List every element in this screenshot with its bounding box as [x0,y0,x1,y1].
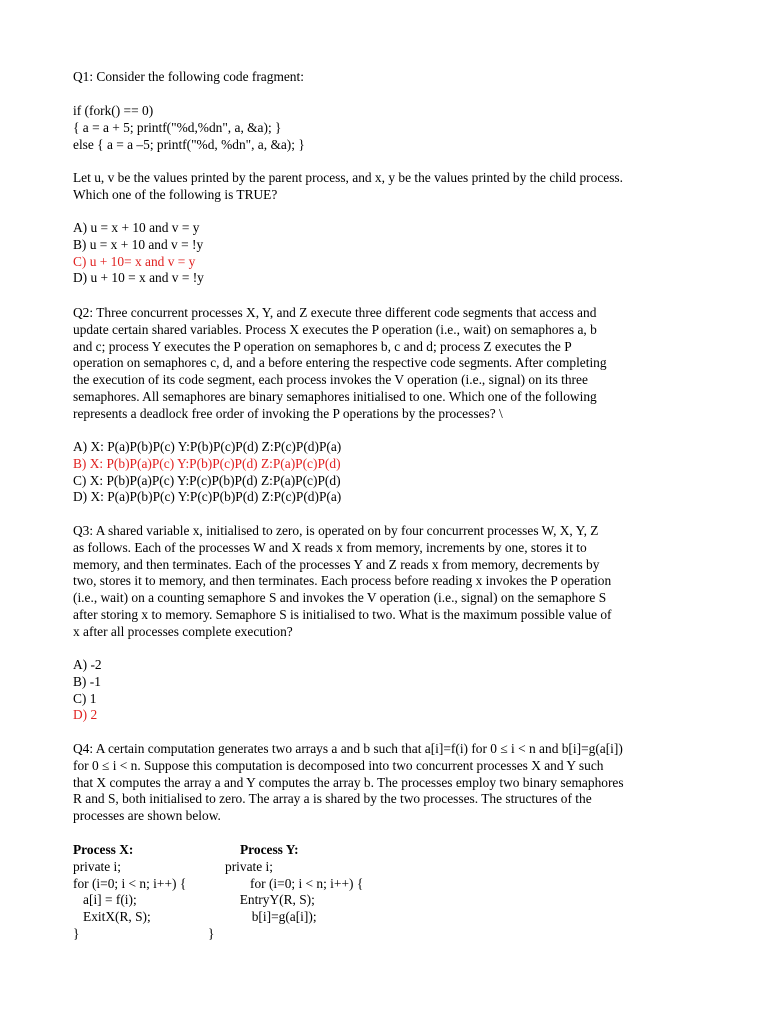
process-x-block [73,842,186,943]
q3-options [73,657,695,724]
q3-text-line: Q3: A shared variable x, initialised to zero, is operated on by four concurrent processes W, X, Y, Z [73,523,599,538]
q1-code-line: { a = a + 5; printf("%d,%dn", a, &a); } [73,119,282,135]
process-x-title: Process X: [73,842,134,857]
q2-option-a: A) X: P(a)P(b)P(c) Y:P(b)P(c)P(d) Z:P(c)P(d)P(a) [73,439,342,454]
q3-text-line: memory, and then terminates. Each of the processes Y and Z reads x from memory, decrements by [73,556,600,572]
q1-option-b: B) u = x + 10 and v = !y [73,236,204,252]
q2-options [73,439,695,506]
q1-code-line: if (fork() == 0) [73,103,154,118]
q3-text-line: x after all processes complete execution? [73,623,293,639]
q1-heading: Q1: Consider the following code fragment: [73,69,304,84]
q1-options [73,220,695,287]
process-y-line: } [208,925,215,941]
q1-code-line: else { a = a –5; printf("%d, %dn", a, &a); } [73,136,305,152]
q4-text-line: Q4: A certain computation generates two arrays a and b such that a[i]=f(i) for 0 ≤ i < n and b[i]=g(a[i]) [73,741,623,756]
q2-text-line: represents a deadlock free order of invoking the P operations by the processes? \ [73,405,503,421]
q3-text-line: as follows. Each of the processes W and X reads x from memory, increments by one, stores it to [73,539,587,555]
q1-heading-block [73,69,695,86]
q1-question-text [73,170,695,204]
q3-question-text [73,523,695,641]
process-y-line: private i; [225,858,273,874]
q2-text-line: operation on semaphores c, d, and a before entering the respective code segments. After completing [73,355,607,371]
q4-text-line: processes are shown below. [73,808,221,824]
q1-text-line: Which one of the following is TRUE? [73,186,278,202]
q2-option-b-correct: B) X: P(b)P(a)P(c) Y:P(b)P(c)P(d) Z:P(a)P(c)P(d) [73,455,341,471]
process-x-line: ExitX(R, S); [73,909,151,925]
process-y-line: for (i=0; i < n; i++) { [250,875,364,891]
q3-option-c: C) 1 [73,690,97,706]
q3-text-line: two, stores it to memory, and then terminates. Each process before reading x invokes the P operation [73,573,612,589]
q3-option-d-correct: D) 2 [73,707,98,723]
q2-text-line: the execution of its code segment, each process invokes the V operation (i.e., signal) on its three [73,372,588,388]
q2-text-line: Q2: Three concurrent processes X, Y, and Z execute three different code segments that access and [73,305,597,320]
process-x-line: private i; [73,858,121,874]
q3-option-b: B) -1 [73,673,101,689]
q2-text-line: and c; process Y executes the P operation on semaphores b, c and d; process Z executes the P [73,338,572,354]
process-y-line: b[i]=g(a[i]); [235,909,317,925]
q1-option-c-correct: C) u + 10= x and v = y [73,253,196,269]
q2-option-c: C) X: P(b)P(a)P(c) Y:P(c)P(b)P(d) Z:P(a)P(c)P(d) [73,472,341,488]
q3-option-a: A) -2 [73,657,102,672]
q1-option-a: A) u = x + 10 and v = y [73,220,200,235]
q1-text-line: Let u, v be the values printed by the parent process, and x, y be the values printed by the child process. [73,170,623,185]
process-y-title: Process Y: [240,842,299,857]
q4-process-code [73,842,695,952]
q3-text-line: after storing x to memory. Semaphore S is initialised to two. What is the maximum possible value of [73,606,612,622]
process-y-line: EntryY(R, S); [233,892,315,908]
q2-text-line: update certain shared variables. Process X executes the P operation (i.e., wait) on semaphores a, b [73,321,597,337]
process-y-block [208,842,364,943]
q4-text-line: for 0 ≤ i < n. Suppose this computation is decomposed into two concurrent processes X and Y such [73,757,604,773]
q2-option-d: D) X: P(a)P(b)P(c) Y:P(c)P(b)P(d) Z:P(c)P(d)P(a) [73,489,342,505]
q2-question-text [73,305,695,423]
process-x-line: a[i] = f(i); [73,892,137,908]
q4-question-text [73,741,695,825]
q1-option-d: D) u + 10 = x and v = !y [73,270,204,286]
q2-text-line: semaphores. All semaphores are binary semaphores initialised to one. Which one of the following [73,388,597,404]
q1-code-block [73,103,695,153]
q4-text-line: R and S, both initialised to zero. The array a is shared by the two processes. The structures of the [73,791,592,807]
process-x-line: for (i=0; i < n; i++) { [73,875,187,891]
process-x-line: } [73,925,80,941]
q3-text-line: (i.e., wait) on a counting semaphore S and invokes the V operation (i.e., signal) on the semaphore S [73,590,607,606]
q4-text-line: that X computes the array a and Y computes the array b. The processes employ two binary semaphores [73,774,624,790]
